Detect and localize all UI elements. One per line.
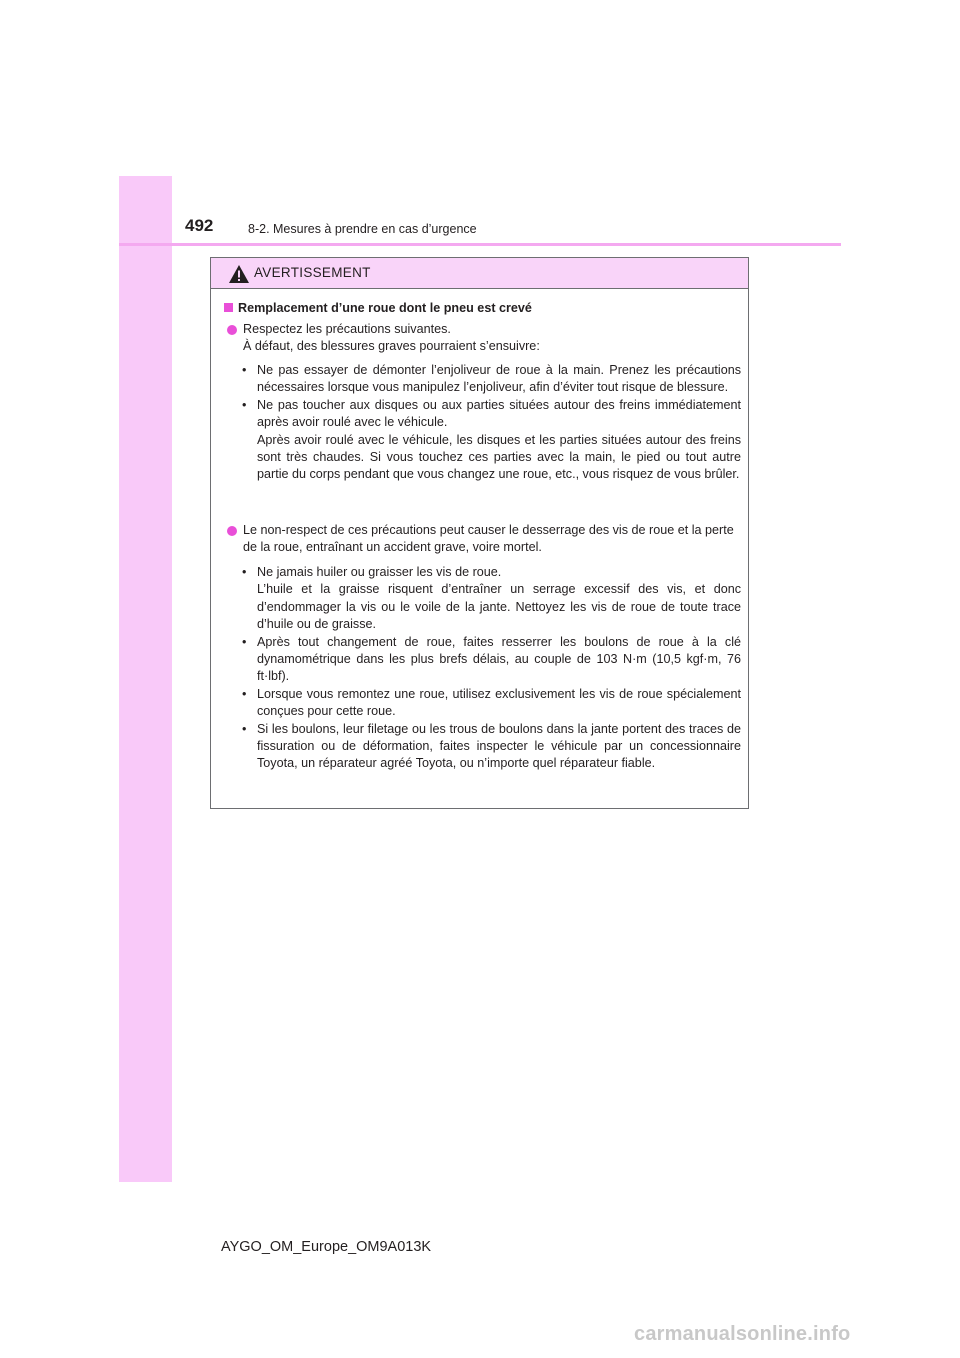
- chapter-title: 8-2. Mesures à prendre en cas d’urgence: [248, 222, 477, 236]
- square-bullet-icon: [224, 303, 233, 312]
- watermark-link[interactable]: carmanualsonline.info: [634, 1323, 851, 1345]
- list-item: • Lorsque vous remontez une roue, utilisez exclusivement les vis de roue spécialement conçues pour cette roue.: [242, 686, 741, 719]
- list-item: • Ne pas essayer de démonter l’enjoliveur de roue à la main. Prenez les précautions nécessaires lorsque vous manipulez l’enjoliveur, afin d’éviter tout risque de blessure.: [242, 363, 741, 395]
- header-divider: [119, 243, 841, 246]
- point-item: [227, 522, 745, 557]
- warning-triangle-icon: [228, 264, 250, 284]
- bullet-list: [242, 362, 741, 484]
- section-title: Remplacement d’une roue dont le pneu est crevé: [224, 300, 532, 317]
- list-item: • Après tout changement de roue, faites resserrer les boulons de roue à la clé dynamométrique dans les plus brefs délais, au couple de 103 N·m (10,5 kgf·m, 76 ft·lbf).: [242, 634, 741, 684]
- warning-body: [211, 289, 748, 808]
- warning-title: AVERTISSEMENT: [254, 265, 371, 280]
- chapter-side-tab: [119, 176, 172, 1182]
- point-line: Respectez les précautions suivantes.: [243, 322, 451, 336]
- document-code: AYGO_OM_Europe_OM9A013K: [221, 1239, 432, 1255]
- point-line: Le non-respect de ces précautions peut causer le desserrage des vis de roue et la perte de la roue, entraînant un accident grave, voire mortel.: [243, 523, 734, 555]
- circle-bullet-icon: [227, 325, 237, 335]
- warning-box: [210, 257, 749, 809]
- list-item: • Ne jamais huiler ou graisser les vis de roue. L’huile et la graisse risquent d’entraîner un serrage excessif des vis, et donc d’endommager la vis ou le voile de la jante. Nettoyez les vis de roue de toute trace d’huile ou de graisse.: [242, 565, 741, 632]
- point-item: [227, 321, 745, 356]
- circle-bullet-icon: [227, 526, 237, 536]
- point-line: À défaut, des blessures graves pourraient s’ensuivre:: [243, 339, 540, 354]
- list-item: • Si les boulons, leur filetage ou les trous de boulons dans la jante portent des traces de fissuration ou de déformation, faites inspecter le véhicule par un concessionnaire Toyota, un réparateur agréé Toyota, ou n’importe quel réparateur fiable.: [242, 721, 741, 771]
- page-number: 492: [185, 216, 214, 235]
- warning-header: [211, 258, 748, 289]
- list-item: • Ne pas toucher aux disques ou aux parties situées autour des freins immédiatement après avoir roulé avec le véhicule. Après avoir roulé avec le véhicule, les disques et les parties situées autour des freins sont très chaudes. Si vous touchez ces parties avec la main, le pied ou tout autre partie du corps pendant que vous changez une roue, etc., vous risquez de vous brûler.: [242, 397, 741, 482]
- bullet-list: [242, 564, 741, 773]
